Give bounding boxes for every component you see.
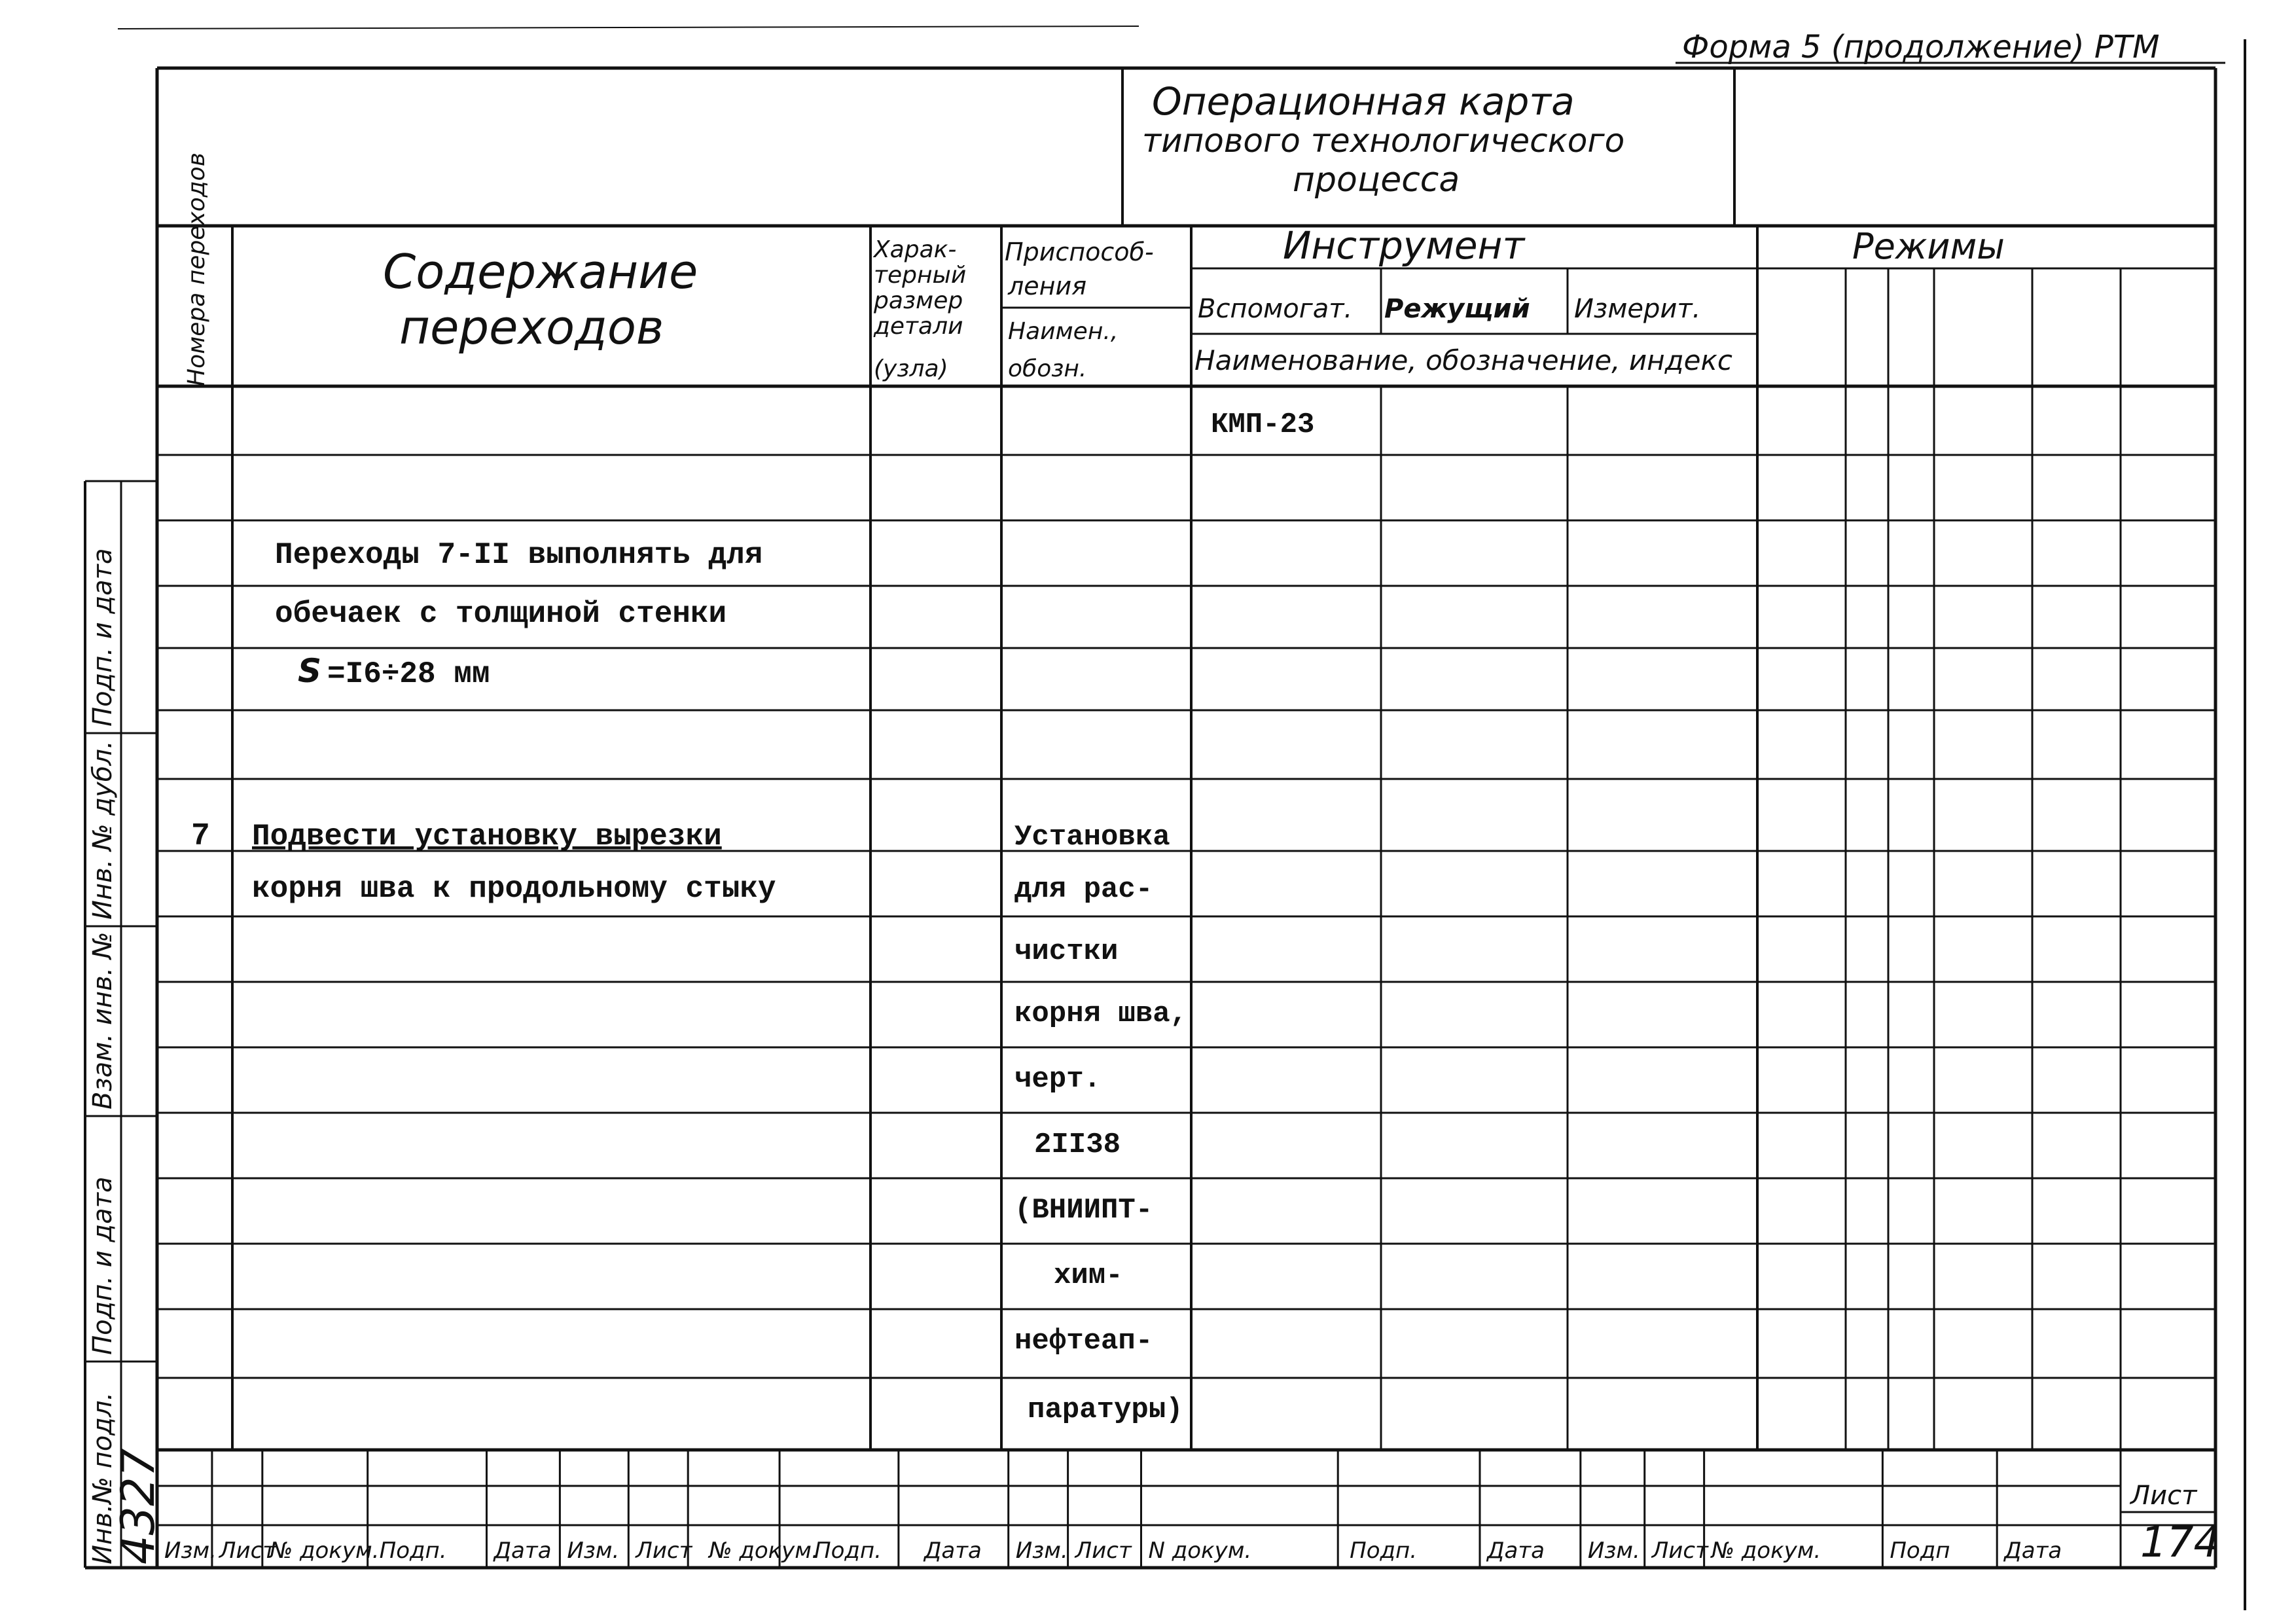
footer-cell-label: № докум.	[269, 1538, 380, 1564]
fixture-line: нефтеап-	[1014, 1325, 1153, 1358]
fixture-line: паратуры)	[1028, 1394, 1183, 1426]
fixture-line: чистки	[1014, 935, 1119, 968]
footer-cell-label: Дата	[1486, 1538, 1545, 1564]
column-headers	[157, 153, 2215, 1450]
header-tool-naming: Наименование, обозначение, индекс	[1194, 344, 1732, 376]
fixture-line: (ВНИИПТ-	[1014, 1194, 1153, 1227]
step-7-line-2: корня шва к продольному стыку	[252, 872, 776, 906]
footer-cell-label: Дата	[2004, 1538, 2062, 1564]
sheet-number: 174	[2140, 1519, 2221, 1567]
header-fixture-line2: ления	[1008, 272, 1087, 300]
inv-number: 4327	[111, 1447, 165, 1564]
fixture-line: хим-	[1054, 1259, 1123, 1292]
footer-cell-label: Изм.	[164, 1538, 217, 1564]
side-label-3: Взам. инв. №	[88, 931, 118, 1110]
side-label-5: Инв.№ подл.	[88, 1392, 118, 1564]
step-7-line-1: Подвести установку вырезки	[252, 820, 722, 854]
header-size-line4: детали	[874, 313, 963, 340]
footer-table	[157, 1450, 2220, 1568]
side-stamp	[85, 481, 165, 1568]
footer-cell-label: № докум.	[709, 1538, 819, 1564]
header-fixture-sub-line1: Наимен.,	[1008, 318, 1119, 345]
footer-cell-label: Подп.	[1350, 1538, 1418, 1564]
title-line-1: Операционная карта	[1152, 79, 1575, 124]
step-7-number: 7	[191, 819, 210, 854]
note-line-3-rest: =I6÷28 мм	[327, 657, 490, 691]
fixture-description	[1014, 821, 1187, 1426]
header-fixture-sub-line2: обозн.	[1008, 355, 1087, 382]
title-block	[157, 68, 2215, 226]
title-line-3: процесса	[1293, 160, 1460, 200]
footer-cell-label: Лист	[1651, 1538, 1708, 1564]
header-size-line3: размер	[874, 287, 963, 314]
header-step-number: Номера переходов	[183, 153, 210, 386]
footer-cell-label: N докум.	[1148, 1538, 1252, 1564]
footer-cell-label: № докум.	[1711, 1538, 1821, 1564]
form-label: Форма 5 (продолжение) РТМ	[1682, 29, 2160, 65]
header-tool-aux: Вспомогат.	[1198, 294, 1353, 324]
footer-cells	[164, 1450, 2121, 1568]
header-fixture-line1: Приспособ-	[1005, 238, 1154, 266]
side-label-2: Инв. № дубл.	[88, 740, 118, 920]
header-content-line2: переходов	[399, 300, 664, 355]
header-size-line1: Харак-	[874, 236, 957, 263]
footer-cell-label: Изм.	[1587, 1538, 1640, 1564]
header-content-line1: Содержание	[383, 244, 698, 299]
fixture-line: черт.	[1014, 1063, 1102, 1096]
side-label-1: Подп. и дата	[88, 548, 118, 727]
header-size-line2: терный	[874, 262, 967, 289]
fixture-line: для рас-	[1014, 873, 1153, 906]
side-label-4: Подп. и дата	[88, 1176, 118, 1355]
note-line-3-s: S	[298, 652, 322, 690]
fixture-line: 2II38	[1034, 1128, 1121, 1161]
header-size-line5: (узла)	[874, 355, 948, 382]
top-stray-line	[118, 26, 1139, 29]
fixture-line: корня шва,	[1014, 998, 1188, 1030]
note-line-2: обечаек с толщиной стенки	[275, 597, 727, 631]
header-modes: Режимы	[1852, 226, 2005, 267]
note-line-1: Переходы 7-II выполнять для	[275, 538, 763, 572]
footer-cell-label: Дата	[924, 1538, 982, 1564]
header-tool-cutting: Режущий	[1384, 294, 1530, 324]
fixture-line: Установка	[1014, 821, 1170, 854]
footer-cell-label: Лист	[219, 1538, 276, 1564]
footer-cell-label: Подп	[1890, 1538, 1950, 1564]
footer-cell-label: Подп.	[379, 1538, 447, 1564]
footer-cell-label: Подп.	[814, 1538, 882, 1564]
header-tool: Инструмент	[1283, 223, 1525, 268]
footer-cell-label: Изм.	[567, 1538, 620, 1564]
title-line-2: типового технологического	[1142, 122, 1625, 160]
sheet-label: Лист	[2130, 1481, 2197, 1511]
footer-cell-label: Дата	[493, 1538, 552, 1564]
header-tool-measure: Измерит.	[1574, 294, 1701, 324]
tool-code: КМП-23	[1211, 408, 1315, 441]
footer-cell-label: Лист	[636, 1538, 692, 1564]
modes-columns	[1381, 268, 2121, 1450]
footer-cell-label: Изм.	[1015, 1538, 1068, 1564]
footer-cell-label: Лист	[1075, 1538, 1132, 1564]
